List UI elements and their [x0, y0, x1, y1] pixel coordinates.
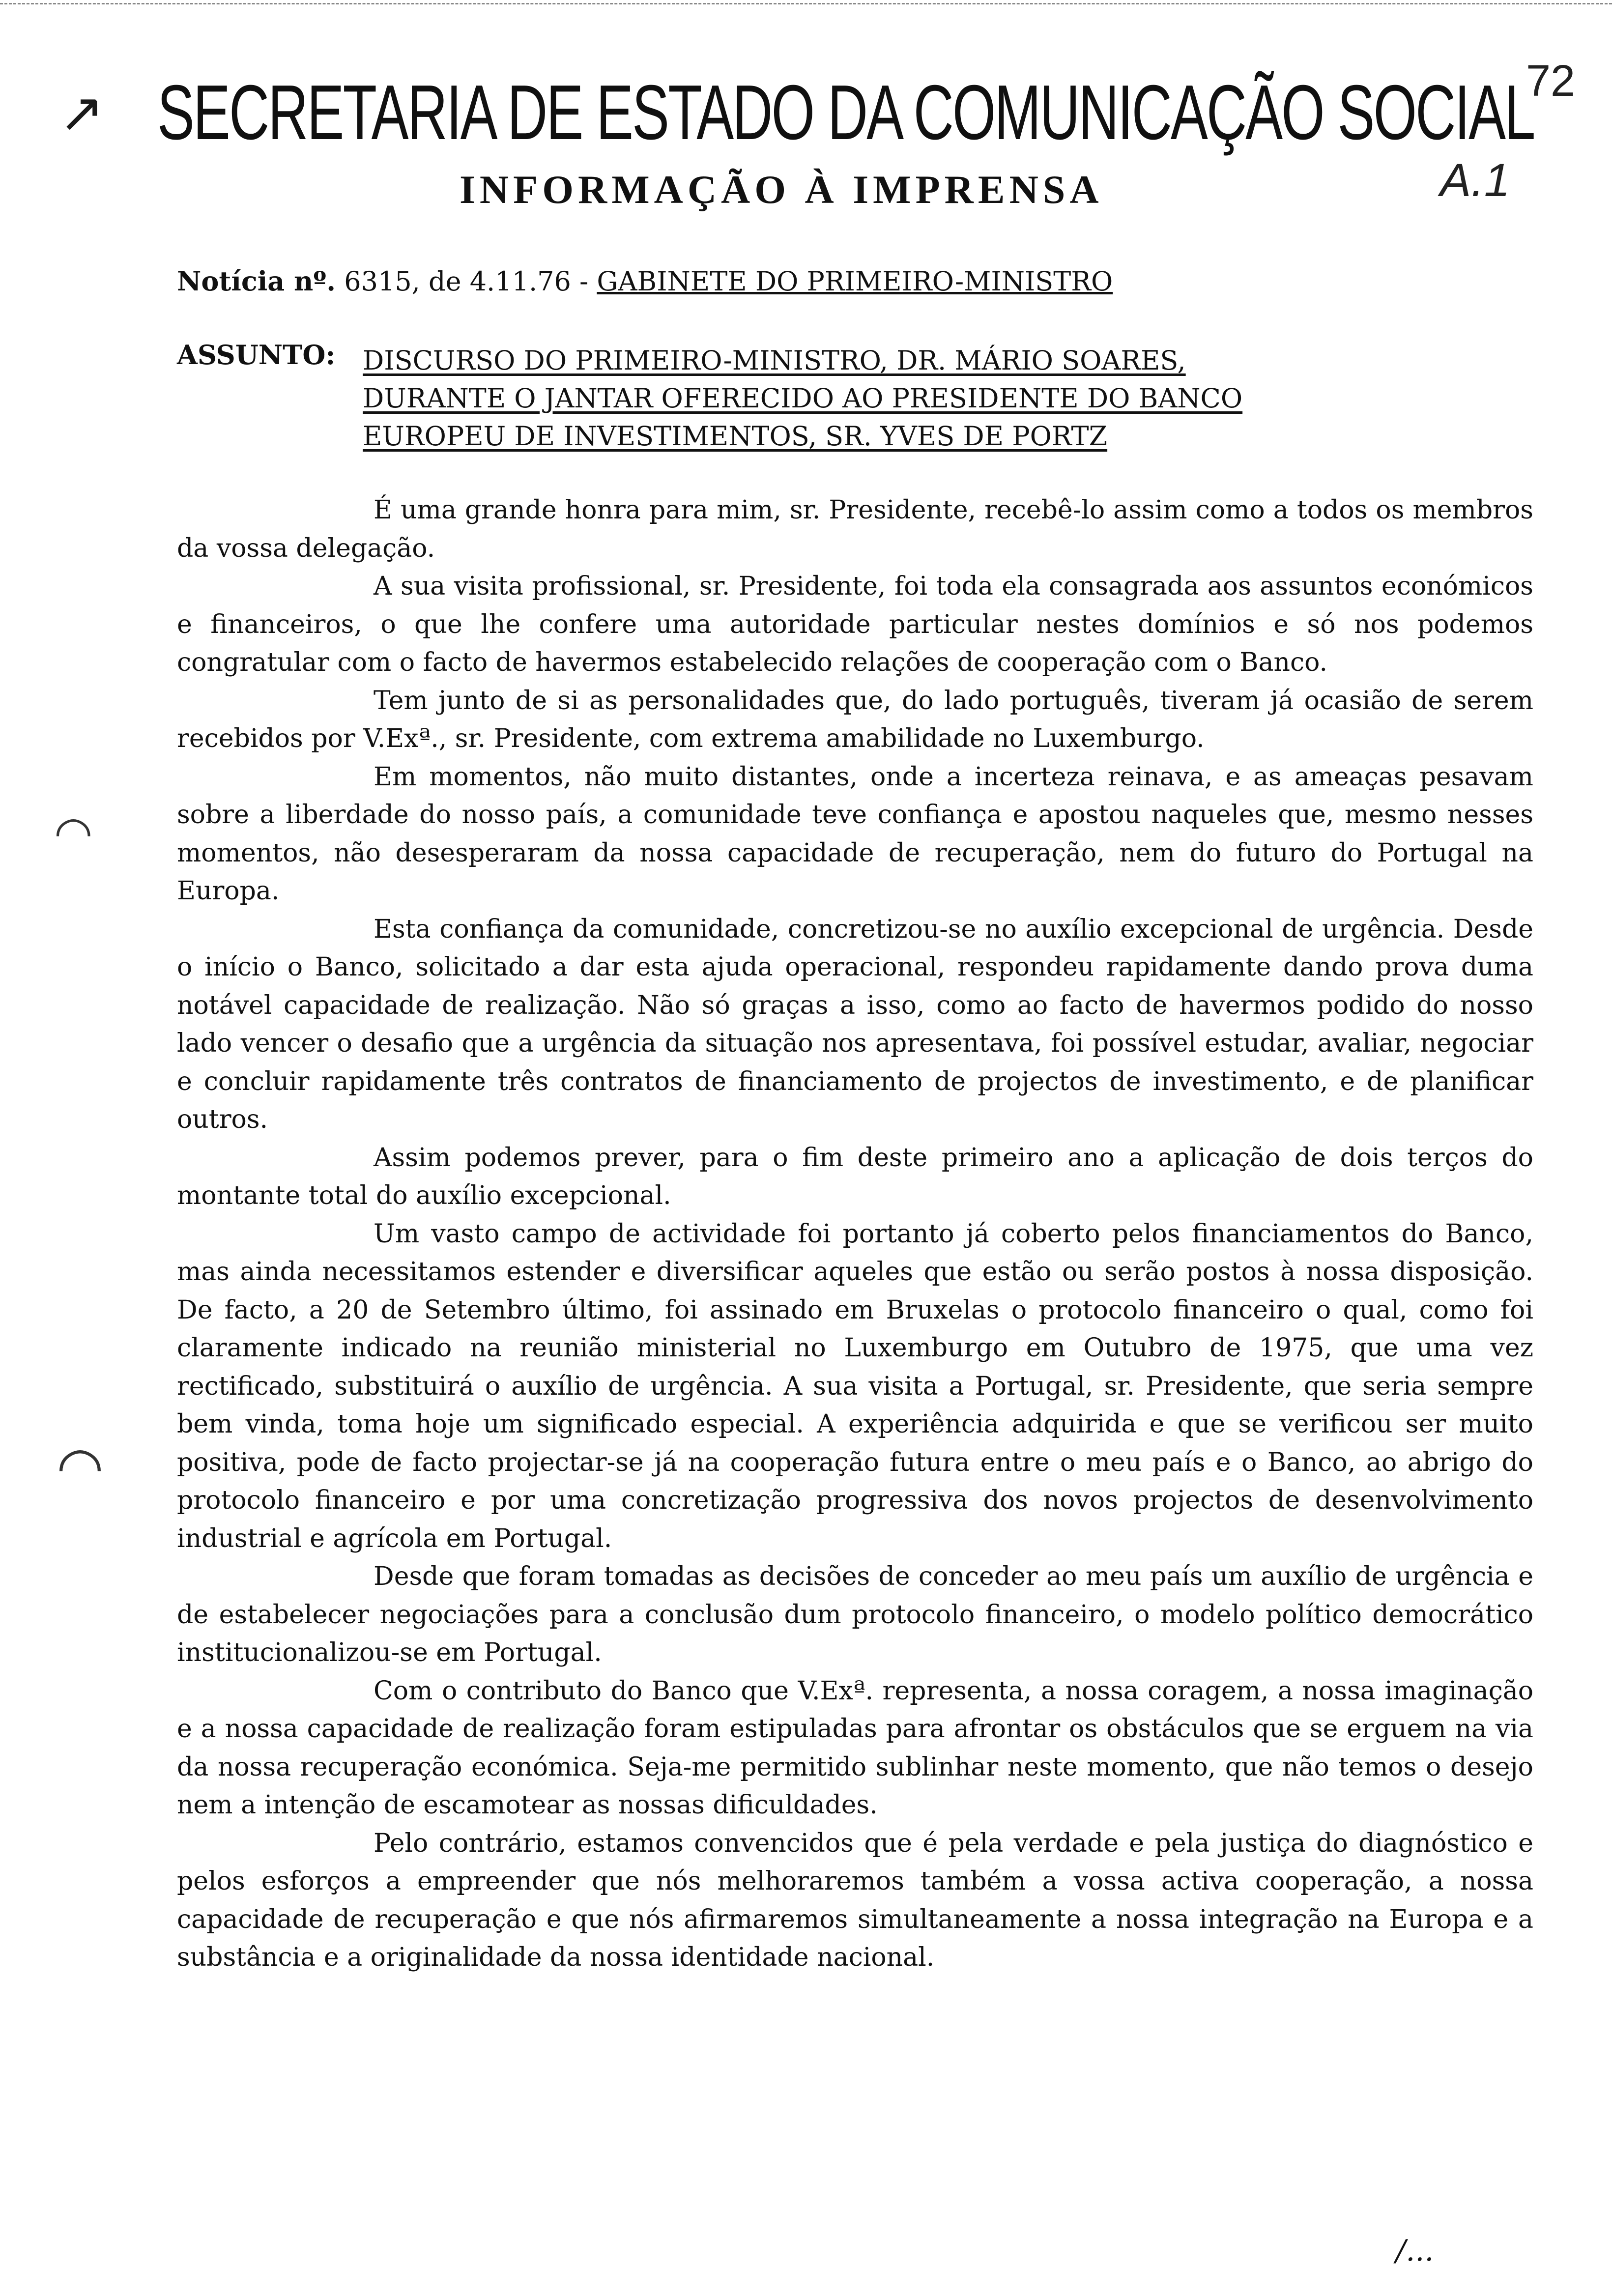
body-paragraph: Em momentos, não muito distantes, onde a incerteza reinava, e as ameaças pesavam sobre a liberdade do nosso país, a comunidade teve confiança e apostou naqueles que, mesmo nesses momentos, não desesperaram da nossa capacidade de recuperação, nem do futuro do Portugal na Europa. — [177, 762, 1533, 906]
body-paragraph: Assim podemos prever, para o fim deste primeiro ano a aplicação de dois terços do montante total do auxílio excepcional. — [177, 1143, 1533, 1210]
body-paragraph: Um vasto campo de actividade foi portanto já coberto pelos financiamentos do Banco, mas ainda necessitamos estender e diversificar aqueles que estão ou serão postos à nossa disposição. De facto, a 20 de Setembro último, foi assinado em Bruxelas o protocolo financeiro o qual, como foi claramente indicado na reunião ministerial no Luxemburgo em Outubro de 1975, que uma vez rectificado, substituirá o auxílio de urgência. A sua visita a Portugal, sr. Presidente, que seria sempre bem vinda, toma hoje um significado especial. A experiência adquirida e que se verificou ser muito positiva, pode de facto projectar-se já na cooperação futura entre o meu país e o Banco, ao abrigo do protocolo financeiro e por uma concretização progressiva dos novos projectos de desenvolvimento industrial e agrícola em Portugal. — [177, 1219, 1533, 1553]
body-paragraph: Pelo contrário, estamos convencidos que é pela verdade e pela justiça do diagnóstico e pelos esforços a empreender que nós melhoraremos também a vossa activa cooperação, a nossa capacidade de recuperação e que nós afirmaremos simultaneamente a nossa integração na Europa e a substância e a originalidade da nossa identidade nacional. — [177, 1828, 1533, 1972]
subject-label: ASSUNTO: — [177, 339, 336, 371]
subject-line: EUROPEU DE INVESTIMENTOS, SR. YVES DE PORTZ — [363, 421, 1108, 452]
notice-label: Notícia nº. — [177, 265, 336, 297]
notice-line — [177, 265, 1113, 297]
handwritten-mark: ↗ — [59, 83, 105, 143]
subject-block — [363, 342, 1242, 455]
page-title: SECRETARIA DE ESTADO DA COMUNICAÇÃO SOCIAL — [157, 69, 1534, 156]
body-paragraph: Com o contributo do Banco que V.Exª. representa, a nossa coragem, a nossa imaginação e a nossa capacidade de realização foram estipuladas para afrontar os obstáculos que se erguem na via da nossa recuperação económica. Seja-me permitido sublinhar neste momento, que não temos o desejo nem a intenção de escamotear as nossas dificuldades. — [177, 1676, 1533, 1820]
body-paragraph: Esta confiança da comunidade, concretizou-se no auxílio excepcional de urgência. Desde o início o Banco, solicitado a dar esta ajuda operacional, respondeu rapidamente dando prova duma notável capacidade de realização. Não só graças a isso, como ao facto de havermos podido do nosso lado vencer o desafio que a urgência da situação nos apresentava, foi possível estudar, avaliar, negociar e concluir rapidamente três contratos de financiamento de projectos de investimento, e de planificar outros. — [177, 914, 1533, 1134]
page-number: 72 — [1526, 57, 1576, 106]
punch-hole-mark: ◠ — [57, 1436, 104, 1497]
body-paragraph: Tem junto de si as personalidades que, do lado português, tiveram já ocasião de serem recebidos por V.Exª., sr. Presidente, com extrema amabilidade no Luxemburgo. — [177, 686, 1533, 753]
notice-date: de 4.11.76 - — [429, 266, 589, 297]
page-subtitle: INFORMAÇÃO À IMPRENSA — [460, 167, 1103, 212]
punch-hole-mark: ◠ — [54, 808, 93, 858]
scan-edge-line — [0, 3, 1612, 4]
continuation-mark: /... — [1396, 2234, 1434, 2268]
handwritten-annotation: A.1 — [1440, 154, 1510, 206]
notice-number: 6315, — [344, 266, 420, 297]
body-paragraph: A sua visita profissional, sr. Presidente, foi toda ela consagrada aos assuntos económicos e financeiros, o que lhe confere uma autoridade particular nestes domínios e só nos podemos congratular com o facto de havermos estabelecido relações de cooperação com o Banco. — [177, 572, 1533, 677]
notice-organization: GABINETE DO PRIMEIRO-MINISTRO — [597, 266, 1113, 297]
subject-line: DURANTE O JANTAR OFERECIDO AO PRESIDENTE DO BANCO — [363, 383, 1243, 414]
body-paragraph: É uma grande honra para mim, sr. Presidente, recebê-lo assim como a todos os membros da vossa delegação. — [177, 495, 1533, 563]
document-body — [177, 491, 1533, 1977]
subject-line: DISCURSO DO PRIMEIRO-MINISTRO, DR. MÁRIO SOARES, — [363, 345, 1186, 376]
body-paragraph: Desde que foram tomadas as decisões de conceder ao meu país um auxílio de urgência e de estabelecer negociações para a conclusão dum protocolo financeiro, o modelo político democrático institucionalizou-se em Portugal. — [177, 1562, 1533, 1667]
